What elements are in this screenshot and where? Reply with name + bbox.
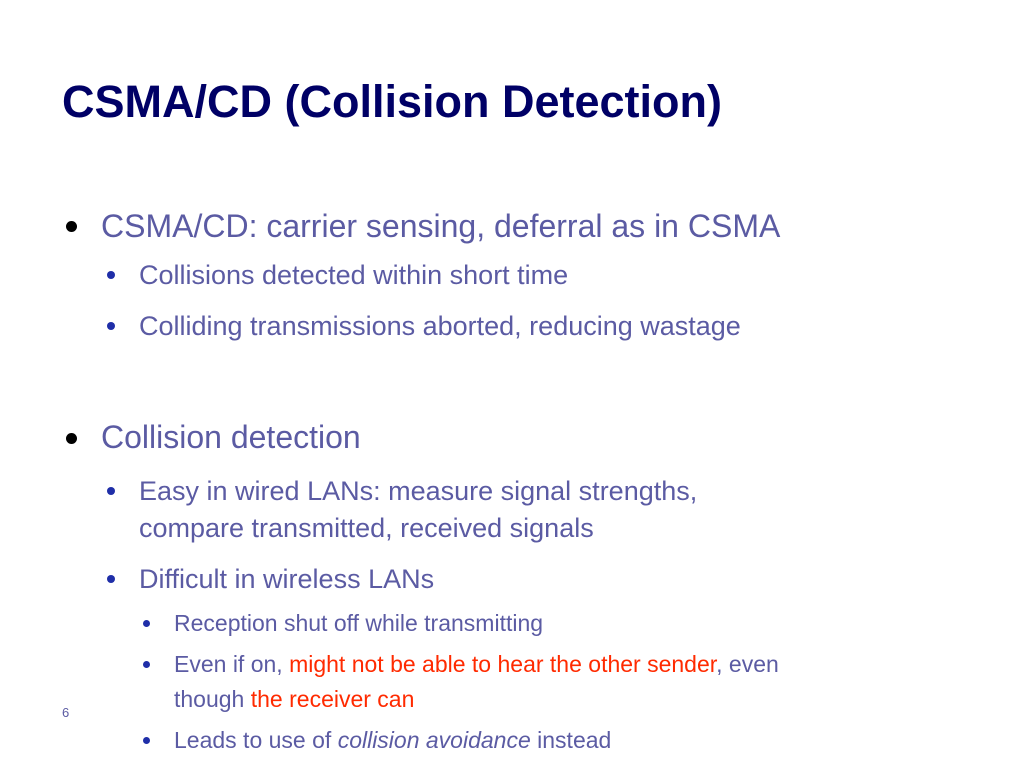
emphasis-text: collision avoidance	[337, 727, 531, 753]
bullet-text: though	[174, 686, 251, 712]
bullet-text: Even if on,	[174, 651, 290, 677]
bullet-dot-icon	[66, 433, 77, 444]
bullet-colliding-transmissions: Colliding transmissions aborted, reducing wastage	[139, 311, 741, 341]
bullet-dot-icon	[66, 221, 77, 232]
bullet-line	[174, 682, 974, 717]
bullet-even-if-on	[174, 647, 974, 717]
bullet-leads-to-collision-avoidance	[174, 723, 611, 758]
bullet-text: , even	[716, 651, 779, 677]
bullet-easy-wired-lans	[139, 473, 697, 547]
bullet-difficult-wireless: Difficult in wireless LANs	[139, 564, 435, 594]
highlight-text: the receiver can	[250, 686, 415, 712]
bullet-line: Easy in wired LANs: measure signal strengths,	[139, 476, 698, 506]
bullet-line: compare transmitted, received signals	[139, 513, 594, 543]
bullet-csma-cd: CSMA/CD: carrier sensing, deferral as in CSMA	[101, 208, 781, 244]
highlight-text: might not be able to hear the other sender	[289, 651, 717, 677]
bullet-collisions-detected: Collisions detected within short time	[139, 260, 569, 290]
bullet-line	[174, 647, 974, 682]
bullet-dot-icon	[143, 737, 150, 744]
bullet-collision-detection: Collision detection	[101, 419, 361, 455]
bullet-dot-icon	[107, 271, 115, 279]
slide-title: CSMA/CD (Collision Detection)	[62, 76, 722, 127]
bullet-text: instead	[530, 727, 612, 753]
bullet-dot-icon	[107, 322, 115, 330]
bullet-dot-icon	[143, 620, 150, 627]
bullet-text: Leads to use of	[174, 727, 338, 753]
bullet-dot-icon	[143, 661, 150, 668]
bullet-dot-icon	[107, 487, 115, 495]
bullet-dot-icon	[107, 575, 115, 583]
page-number: 6	[62, 705, 70, 720]
bullet-reception-shut-off: Reception shut off while transmitting	[174, 610, 544, 636]
